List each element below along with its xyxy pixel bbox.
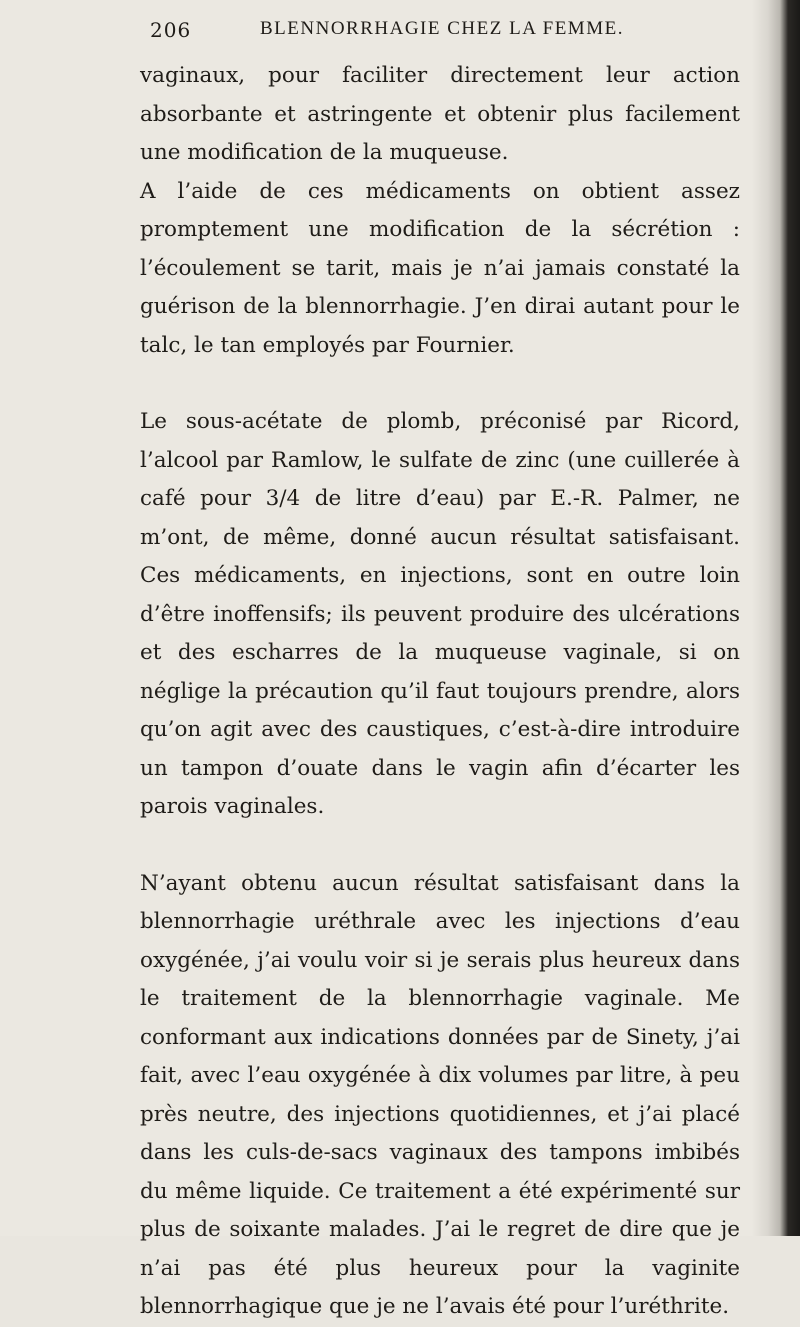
paragraph-gap [140,827,740,865]
paragraph-continuation: vaginaux, pour faciliter directement leur action absorbante et astringente et obtenir plus facilement une modification de la muqueuse. [140,63,740,165]
body-text [140,57,740,1327]
paragraph-gap [140,365,740,403]
paragraph-sous-acetate: Le sous-acétate de plomb, préconisé par Ricord, l’alcool par Ramlow, le sulfate de zinc (une cuillerée à café pour 3/4 de litre d’eau) par E.-R. Palmer, ne m’ont, de même, donné aucun résultat satisfaisant. Ces médicaments, en injections, sont en outre loin d’être inoffensifs; ils peuvent produire des ulcérations et des escharres de la muqueuse vaginale, si on néglige la précaution qu’il faut toujours prendre, alors qu’on agit avec des caustiques, c’est-à-dire introduire un tampon d’ouate dans le vagin afin d’écarter les parois vaginales. [140,409,740,819]
page-number: 206 [150,18,192,42]
paragraph-aide-medicaments: A l’aide de ces médicaments on obtient assez promptement une modification de la sécrétion : l’écoulement se tarit, mais je n’ai jamais constaté la guérison de la blennorrhagie. J’en dirai autant pour le talc, le tan employés par Fournier. [140,178,740,358]
paragraph-eau-oxygenee: N’ayant obtenu aucun résultat satisfaisant dans la blennorrhagie uréthrale avec les injections d’eau oxygénée, j’ai voulu voir si je serais plus heureux dans le traitement de la blennorrhagie vaginale. Me conformant aux indications données par de Sinety, j’ai fait, avec l’eau oxygénée à dix volumes par litre, à peu près neutre, des injections quotidiennes, et j’ai placé dans les culs-de-sacs vaginaux des tampons imbibés du même liquide. Ce traitement a été expérimenté sur plus de soixante malades. J’ai le regret de dire que je n’ai pas été plus heureux pour la vaginite blennorrhagique que je ne l’avais été pour l’uréthrite. [140,870,740,1319]
running-title: BLENNORRHAGIE CHEZ LA FEMME. [260,18,624,39]
